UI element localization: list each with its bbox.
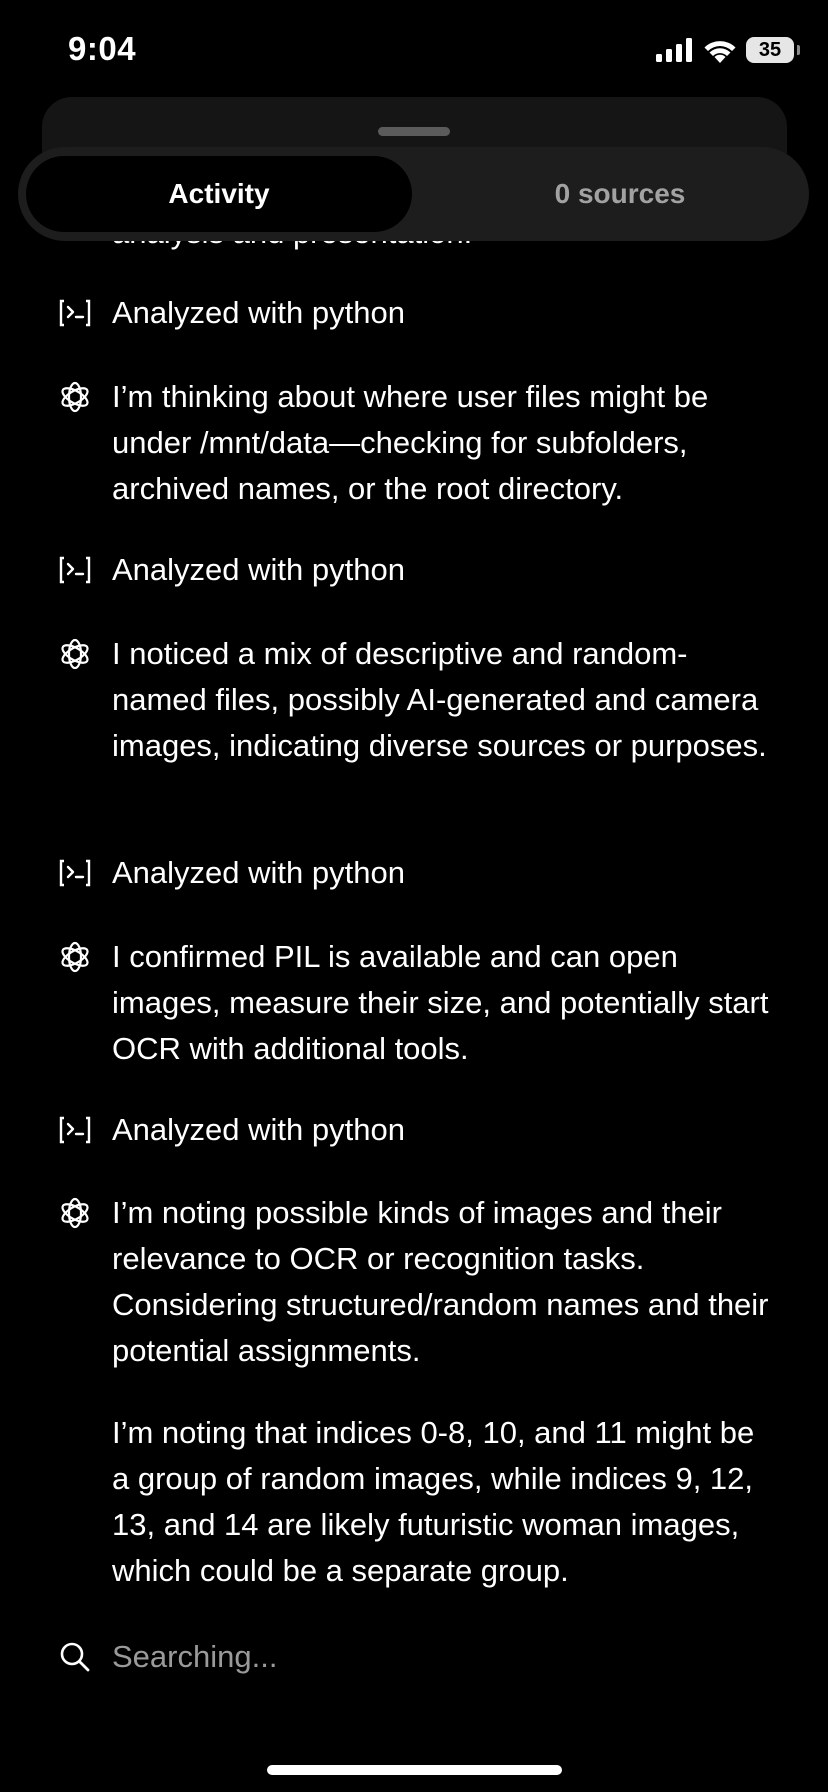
openai-logo-icon — [57, 939, 93, 975]
openai-logo-icon — [57, 1195, 93, 1231]
python-tool-icon — [57, 855, 93, 891]
activity-item-text: I confirmed PIL is available and can open images, measure their size, and potentially start OCR with additional tools. — [112, 939, 769, 1066]
battery-cap — [797, 45, 800, 55]
openai-logo-icon — [57, 636, 93, 672]
activity-item-text: I’m noting possible kinds of images and their relevance to OCR or recognition tasks. Considering structured/random names and their potential assignments. — [112, 1195, 769, 1368]
activity-item-tool — [57, 1107, 777, 1153]
activity-item-text: I’m noting that indices 0-8, 10, and 11 might be a group of random images, while indices 9, 12, 13, and 14 are likely futuristic woman images, which could be a separate group. — [112, 1415, 755, 1588]
python-tool-icon — [57, 1112, 93, 1148]
sheet-drag-handle[interactable] — [378, 127, 450, 136]
activity-sources-segmented-control — [18, 147, 809, 241]
activity-item-tool — [57, 547, 777, 593]
wifi-icon — [703, 38, 737, 63]
battery-level: 35 — [758, 38, 782, 61]
activity-item-text: Analyzed with python — [112, 295, 405, 330]
tab-activity[interactable]: Activity — [26, 156, 412, 232]
searching-status — [57, 1634, 777, 1680]
activity-item-tool — [57, 290, 777, 336]
activity-item-text: Analyzed with python — [112, 855, 405, 890]
activity-item-reasoning-continued — [57, 1410, 777, 1594]
activity-item-text: I noticed a mix of descriptive and random-named files, possibly AI-generated and camera images, indicating diverse sources or purposes. — [112, 636, 767, 763]
python-tool-icon — [57, 295, 93, 331]
activity-item-tool — [57, 850, 777, 896]
search-icon — [57, 1639, 93, 1675]
openai-logo-icon — [57, 379, 93, 415]
activity-item-reasoning — [57, 374, 777, 512]
activity-item-reasoning — [57, 934, 777, 1072]
status-icons — [656, 34, 794, 66]
status-time: 9:04 — [68, 30, 137, 67]
battery-icon — [746, 37, 794, 63]
activity-item-text: I’m thinking about where user files might be under /mnt/data—checking for subfolders, archived names, or the root directory. — [112, 379, 709, 506]
activity-item-reasoning — [57, 1190, 777, 1374]
activity-item-reasoning — [57, 631, 777, 815]
activity-item-text: Analyzed with python — [112, 1112, 405, 1147]
signal-icon — [656, 38, 694, 62]
status-bar — [0, 0, 828, 100]
activity-item-text: Analyzed with python — [112, 552, 405, 587]
python-tool-icon — [57, 552, 93, 588]
home-indicator[interactable] — [267, 1765, 562, 1775]
searching-text: Searching... — [112, 1639, 278, 1674]
tab-sources[interactable]: 0 sources — [554, 178, 686, 209]
